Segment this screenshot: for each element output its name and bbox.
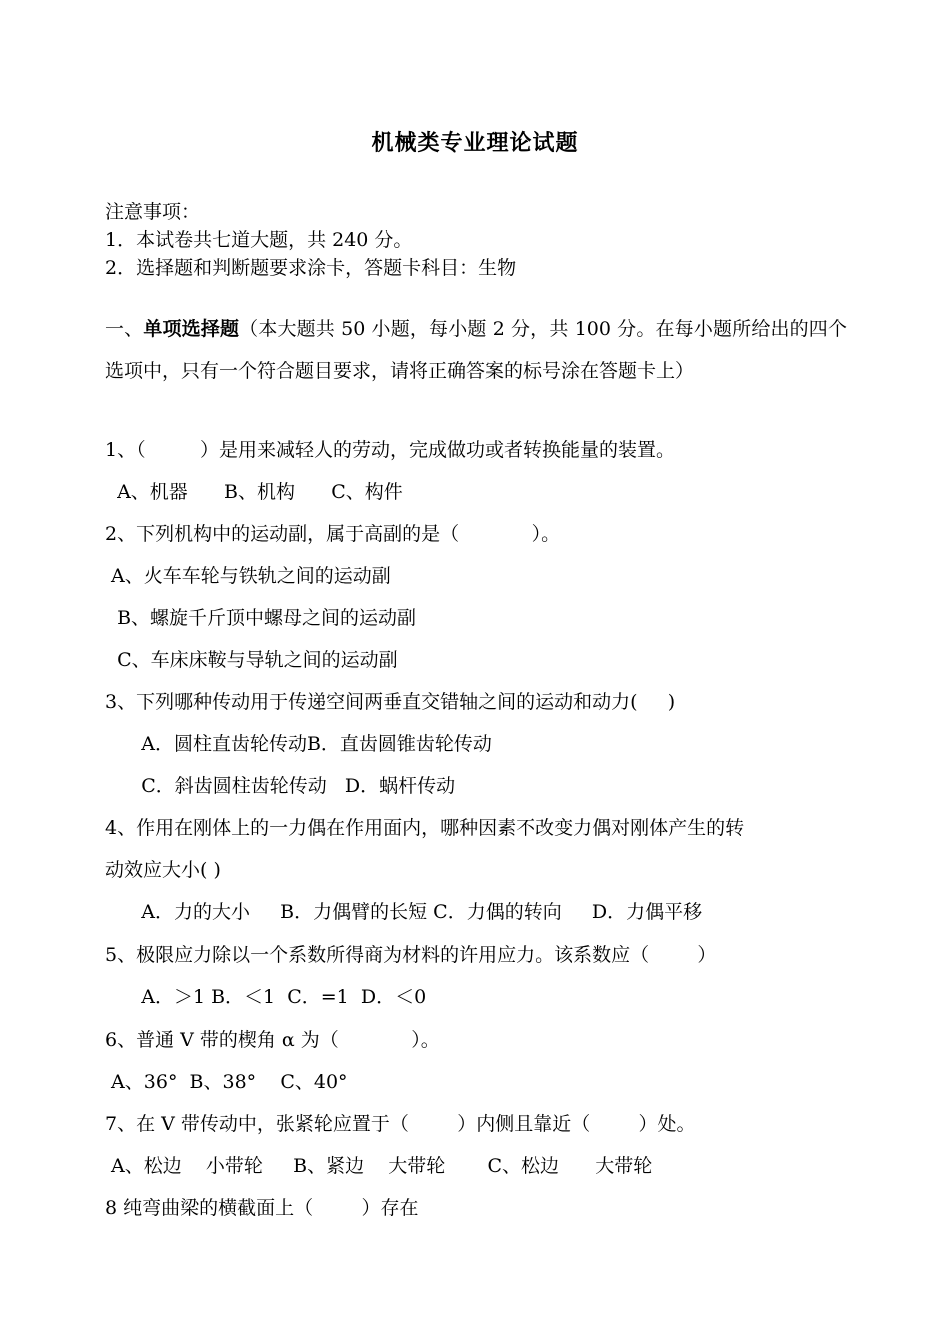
question-option: A．力的大小 B．力偶臂的长短 C．力偶的转向 D．力偶平移 [105, 901, 703, 923]
notes-heading: 注意事项： [105, 201, 201, 223]
question-option: B、螺旋千斤顶中螺母之间的运动副 [105, 607, 417, 629]
question-text: 1、（ ）是用来减轻人的劳动，完成做功或者转换能量的装置。 [105, 439, 675, 461]
note-item: 1．本试卷共七道大题，共 240 分。 [105, 229, 413, 251]
question-option: A、松边 小带轮 B、紧边 大带轮 C、松边 大带轮 [105, 1155, 653, 1177]
question-option: A、火车车轮与铁轨之间的运动副 [105, 565, 391, 587]
question-option: C．斜齿圆柱齿轮传动 D．蜗杆传动 [105, 775, 456, 797]
question-text: 6、普通 V 带的楔角 α 为（ ）。 [105, 1029, 440, 1051]
section-1-heading [105, 308, 847, 392]
question-text: 7、在 V 带传动中，张紧轮应置于（ ）内侧且靠近（ ）处。 [105, 1113, 696, 1135]
question-text-continued: 动效应大小( ) [105, 859, 221, 881]
question-text: 2、下列机构中的运动副，属于高副的是（ ）。 [105, 523, 561, 545]
question-text: 3、下列哪种传动用于传递空间两垂直交错轴之间的运动和动力( ) [105, 691, 676, 713]
page-title: 机械类专业理论试题 [371, 130, 579, 156]
question-option: A、机器 B、机构 C、构件 [105, 481, 403, 503]
question-option: A．＞1 B．＜1 C．=1 D．＜0 [105, 986, 427, 1008]
question-text: 8 纯弯曲梁的横截面上（ ）存在 [105, 1197, 419, 1219]
question-option: C、车床床鞍与导轨之间的运动副 [105, 649, 398, 671]
section-number: 一、 [105, 318, 144, 340]
question-option: A．圆柱直齿轮传动B．直齿圆锥齿轮传动 [105, 733, 492, 755]
section-instructions: （本大题共 50 小题，每小题 2 分，共 100 分。在每小题所给出的四个选项中，只有一个符合题目要求，请将正确答案的标号涂在答题卡上） [105, 318, 847, 382]
note-item: 2．选择题和判断题要求涂卡，答题卡科目：生物 [105, 257, 517, 279]
question-text: 5、极限应力除以一个系数所得商为材料的许用应力。该系数应（ ） [105, 944, 717, 966]
question-option: A、36° B、38° C、40° [105, 1071, 348, 1093]
section-name: 单项选择题 [143, 318, 240, 340]
question-text: 4、作用在刚体上的一力偶在作用面内，哪种因素不改变力偶对刚体产生的转 [105, 817, 745, 839]
